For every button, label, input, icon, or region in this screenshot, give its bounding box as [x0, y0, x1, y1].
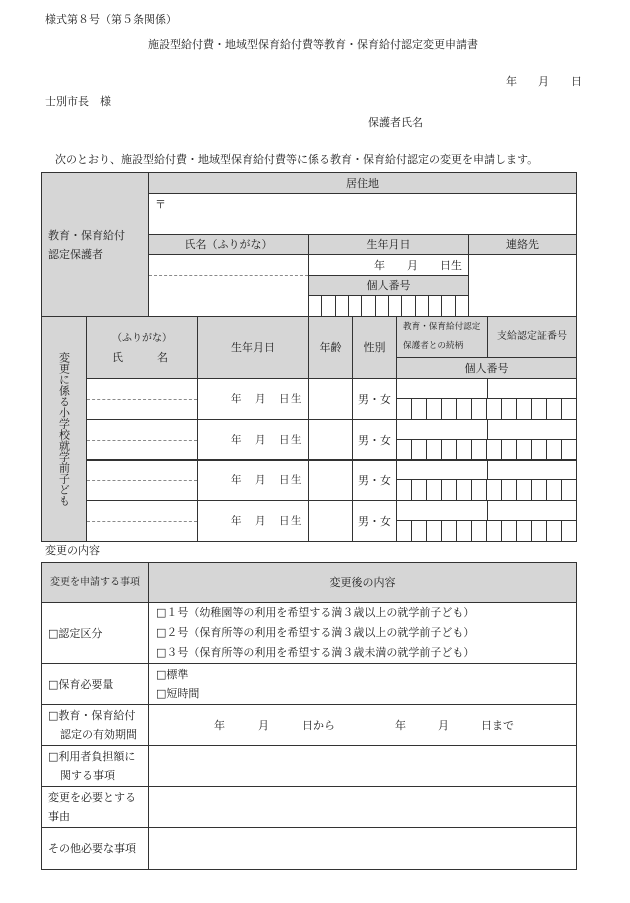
digit-box[interactable]: [531, 521, 546, 541]
child-sex-options: 男・女: [358, 514, 391, 528]
digit-box[interactable]: [531, 440, 546, 460]
reason-field[interactable]: [148, 786, 577, 828]
child-certificate-field[interactable]: [487, 378, 577, 399]
period-to-year: 年: [395, 719, 406, 732]
fee-label-line: 関する事項: [60, 769, 115, 782]
guardian-birth-field[interactable]: [308, 254, 469, 276]
digit-box[interactable]: [428, 296, 441, 316]
digit-box[interactable]: [546, 521, 561, 541]
child-name-field[interactable]: [86, 378, 198, 420]
date-day: 日: [571, 75, 582, 88]
furigana-divider: [87, 480, 197, 481]
child-birth-field[interactable]: [197, 378, 309, 420]
child-name-field[interactable]: [86, 459, 198, 501]
digit-box[interactable]: [335, 296, 348, 316]
certification-type-checkbox[interactable]: [41, 602, 149, 664]
digit-box[interactable]: [456, 521, 471, 541]
digit-box[interactable]: [426, 440, 441, 460]
digit-box[interactable]: [501, 399, 516, 419]
digit-box[interactable]: [397, 480, 411, 500]
form-title: 施設型給付費・地域型保育給付費等教育・保育給付認定変更申請書: [148, 38, 478, 51]
certification-type-option-1[interactable]: □１号（幼稚園等の利用を希望する満３歳以上の就学前子ども）: [156, 606, 475, 619]
care-amount-checkbox[interactable]: [41, 663, 149, 705]
child-certificate-field[interactable]: [487, 459, 577, 480]
child-furigana-header: （ふりがな）: [112, 332, 172, 344]
fee-field[interactable]: [148, 745, 577, 787]
digit-box[interactable]: [486, 480, 501, 500]
digit-box[interactable]: [501, 440, 516, 460]
change-item-header: 変更を申請する事項: [41, 562, 149, 603]
address-field[interactable]: [148, 193, 577, 235]
digit-box[interactable]: [471, 480, 486, 500]
digit-box[interactable]: [415, 296, 428, 316]
child-row: [0, 378, 630, 420]
period-to-day: 日まで: [481, 719, 514, 732]
relation-header-line: 教育・保育給付認定: [403, 322, 481, 332]
child-age-field[interactable]: [308, 378, 353, 420]
date-month: 月: [538, 75, 549, 88]
child-name-field[interactable]: [86, 500, 198, 542]
address-header: 居住地: [148, 172, 577, 194]
digit-box[interactable]: [441, 521, 456, 541]
digit-box[interactable]: [411, 440, 426, 460]
child-birth-field[interactable]: [197, 459, 309, 501]
care-amount-label: □保育必要量: [48, 677, 114, 691]
digit-box[interactable]: [471, 521, 486, 541]
other-label: [41, 827, 149, 870]
child-sex-header: 性別: [352, 316, 397, 379]
digit-box[interactable]: [486, 521, 501, 541]
digit-box[interactable]: [426, 480, 441, 500]
validity-period-checkbox[interactable]: [41, 704, 149, 746]
child-sex-field[interactable]: [352, 459, 397, 501]
child-birth-header: 生年月日: [197, 316, 309, 379]
digit-box[interactable]: [397, 521, 411, 541]
digit-box[interactable]: [516, 440, 531, 460]
other-field[interactable]: [148, 827, 577, 870]
fee-checkbox[interactable]: [41, 745, 149, 787]
child-row: [0, 500, 630, 542]
period-from-day: 日から: [302, 719, 335, 732]
child-relation-header: [396, 316, 488, 358]
digit-box[interactable]: [516, 399, 531, 419]
child-birth-field[interactable]: [197, 500, 309, 542]
digit-box[interactable]: [455, 296, 468, 316]
digit-box[interactable]: [441, 480, 456, 500]
digit-box[interactable]: [531, 399, 546, 419]
child-birth-field[interactable]: [197, 419, 309, 461]
guardian-birth-value: 年 月 日生: [374, 258, 462, 272]
digit-box[interactable]: [516, 480, 531, 500]
guardian-label-line: 教育・保育給付: [48, 228, 125, 242]
digit-box[interactable]: [561, 440, 576, 460]
child-age-field[interactable]: [308, 500, 353, 542]
reason-label: [41, 786, 149, 828]
furigana-divider: [149, 275, 308, 276]
child-name-field[interactable]: [86, 419, 198, 461]
digit-box[interactable]: [401, 296, 414, 316]
care-amount-options: [148, 663, 577, 705]
child-birth-value: 年 月 日生: [231, 392, 303, 405]
child-personal-number-boxes: [396, 520, 577, 542]
digit-box[interactable]: [546, 480, 561, 500]
child-certificate-header: 支給認定証番号: [487, 316, 577, 358]
reason-label-line: 変更を必要とする: [48, 791, 136, 804]
guardian-label-line: 認定保護者: [48, 247, 103, 261]
digit-box[interactable]: [486, 440, 501, 460]
guardian-name-header: 氏名（ふりがな）: [148, 234, 309, 255]
digit-box[interactable]: [546, 440, 561, 460]
guardian-contact-header: 連絡先: [468, 234, 577, 255]
certification-type-label: □認定区分: [48, 626, 103, 640]
relation-header-line: 保護者との続柄: [403, 341, 464, 351]
guardian-personal-number-boxes: [308, 295, 469, 317]
child-certificate-field[interactable]: [487, 500, 577, 521]
child-sex-field[interactable]: [352, 378, 397, 420]
other-label-text: その他必要な事項: [48, 842, 136, 855]
period-to-month: 月: [438, 719, 449, 732]
form-number: 様式第８号（第５条関係）: [45, 13, 177, 26]
child-row: [0, 419, 630, 461]
addressee: 士別市長 様: [45, 95, 111, 108]
guardian-contact-field[interactable]: [468, 254, 577, 317]
care-amount-option-standard[interactable]: □標準: [156, 668, 189, 681]
digit-box[interactable]: [441, 296, 454, 316]
digit-box[interactable]: [441, 440, 456, 460]
validity-period-label-line: □教育・保育給付: [48, 709, 136, 722]
child-birth-value: 年 月 日生: [231, 514, 303, 527]
digit-box[interactable]: [397, 440, 411, 460]
child-age-field[interactable]: [308, 419, 353, 461]
digit-box[interactable]: [426, 399, 441, 419]
reason-label-line: 事由: [48, 810, 70, 823]
date-year: 年: [506, 75, 517, 88]
digit-box[interactable]: [441, 399, 456, 419]
validity-period-field[interactable]: [148, 704, 577, 746]
digit-box[interactable]: [456, 399, 471, 419]
digit-box[interactable]: [411, 399, 426, 419]
digit-box[interactable]: [397, 399, 411, 419]
period-from-year: 年: [214, 719, 225, 732]
child-relation-field[interactable]: [396, 459, 488, 480]
digit-box[interactable]: [531, 480, 546, 500]
certification-type-option-2[interactable]: □２号（保育所等の利用を希望する満３歳以上の就学前子ども）: [156, 626, 475, 639]
digit-box[interactable]: [348, 296, 361, 316]
applicant-name-label: 保護者氏名: [368, 116, 423, 129]
child-name-header: [86, 316, 198, 379]
child-relation-field[interactable]: [396, 500, 488, 521]
care-amount-option-short[interactable]: □短時間: [156, 687, 200, 700]
period-from-month: 月: [258, 719, 269, 732]
digit-box[interactable]: [456, 440, 471, 460]
digit-box[interactable]: [501, 521, 516, 541]
child-personal-number-boxes: [396, 439, 577, 461]
digit-box[interactable]: [471, 440, 486, 460]
child-sex-field[interactable]: [352, 419, 397, 461]
child-relation-field[interactable]: [396, 419, 488, 440]
change-section-label: 変更の内容: [45, 544, 100, 557]
certification-type-option-3[interactable]: □３号（保育所等の利用を希望する満３歳未満の就学前子ども）: [156, 646, 475, 659]
child-personal-number-boxes: [396, 479, 577, 501]
postal-mark: 〒: [155, 198, 166, 211]
fee-label-line: □利用者負担額に: [48, 750, 136, 763]
digit-box[interactable]: [321, 296, 334, 316]
digit-box[interactable]: [471, 399, 486, 419]
child-personal-number-header: 個人番号: [396, 357, 577, 379]
children-label-text: 変更に係る小学校就学前子ども: [57, 352, 71, 506]
child-birth-value: 年 月 日生: [231, 473, 303, 486]
guardian-birth-header: 生年月日: [308, 234, 469, 255]
child-row: [0, 459, 630, 501]
child-certificate-field[interactable]: [487, 419, 577, 440]
digit-box[interactable]: [309, 296, 321, 316]
furigana-divider: [87, 399, 197, 400]
digit-box[interactable]: [388, 296, 401, 316]
digit-box[interactable]: [486, 399, 501, 419]
digit-box[interactable]: [456, 480, 471, 500]
child-name-header-text: 氏 名: [112, 350, 172, 364]
digit-box[interactable]: [546, 399, 561, 419]
furigana-divider: [87, 440, 197, 441]
child-age-header: 年齢: [308, 316, 353, 379]
child-relation-field[interactable]: [396, 378, 488, 399]
digit-box[interactable]: [561, 399, 576, 419]
digit-box[interactable]: [375, 296, 388, 316]
furigana-divider: [87, 521, 197, 522]
guardian-name-field[interactable]: [148, 254, 309, 317]
child-sex-options: 男・女: [358, 433, 391, 447]
change-content-header: 変更後の内容: [148, 562, 577, 603]
guardian-personal-number-header: 個人番号: [308, 275, 469, 296]
child-sex-options: 男・女: [358, 392, 391, 406]
digit-box[interactable]: [411, 521, 426, 541]
digit-box[interactable]: [561, 480, 576, 500]
guardian-section-label: [41, 172, 149, 317]
digit-box[interactable]: [501, 480, 516, 500]
validity-period-label-line: 認定の有効期間: [60, 728, 137, 741]
digit-box[interactable]: [361, 296, 374, 316]
digit-box[interactable]: [411, 480, 426, 500]
child-sex-options: 男・女: [358, 473, 391, 487]
child-age-field[interactable]: [308, 459, 353, 501]
child-birth-value: 年 月 日生: [231, 433, 303, 446]
digit-box[interactable]: [426, 521, 441, 541]
intro-text: 次のとおり、施設型給付費・地域型保育給付費等に係る教育・保育給付認定の変更を申請します。: [55, 153, 539, 166]
digit-box[interactable]: [561, 521, 576, 541]
digit-box[interactable]: [516, 521, 531, 541]
child-personal-number-boxes: [396, 398, 577, 420]
certification-type-options: [148, 602, 577, 664]
child-sex-field[interactable]: [352, 500, 397, 542]
